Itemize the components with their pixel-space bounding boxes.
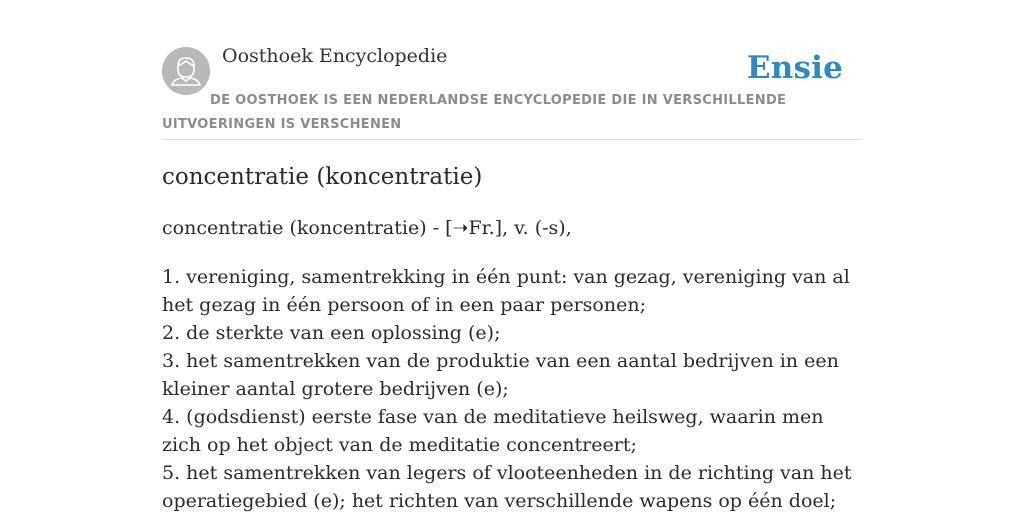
definition-item: 3. het samentrekken van de produktie van een aantal bedrijven in een kleiner aantal grotere bedrijven (e);	[162, 350, 839, 400]
page-container	[162, 0, 862, 512]
definition-item: 1. vereniging, samentrekking in één punt: van gezag, vereniging van al het gezag in één persoon of in een paar personen;	[162, 266, 850, 316]
brand-logo[interactable]: Ensie	[746, 50, 843, 86]
entry-lead: concentratie (koncentratie) - [➝Fr.], v. (-s),	[162, 217, 572, 239]
page-title: concentratie (koncentratie)	[162, 164, 483, 190]
header	[162, 0, 862, 140]
site-subtitle: DE OOSTHOEK IS EEN NEDERLANDSE ENCYCLOPEDIE DIE IN VERSCHILLENDE UITVOERINGEN IS VERSCHENEN	[162, 93, 787, 132]
definition-item: 2. de sterkte van een oplossing (e);	[162, 322, 501, 344]
definition-list	[162, 263, 862, 515]
user-avatar-icon[interactable]	[162, 47, 210, 95]
site-name[interactable]: Oosthoek Encyclopedie	[222, 45, 448, 67]
definition-item: 5. het samentrekken van legers of vlooteenheden in de richting van het operatiegebied (e); het richten van verschillende wapens op één doel;	[162, 462, 852, 512]
definition-item: 4. (godsdienst) eerste fase van de meditatieve heilsweg, waarin men zich op het object van de meditatie concentreert;	[162, 406, 824, 456]
